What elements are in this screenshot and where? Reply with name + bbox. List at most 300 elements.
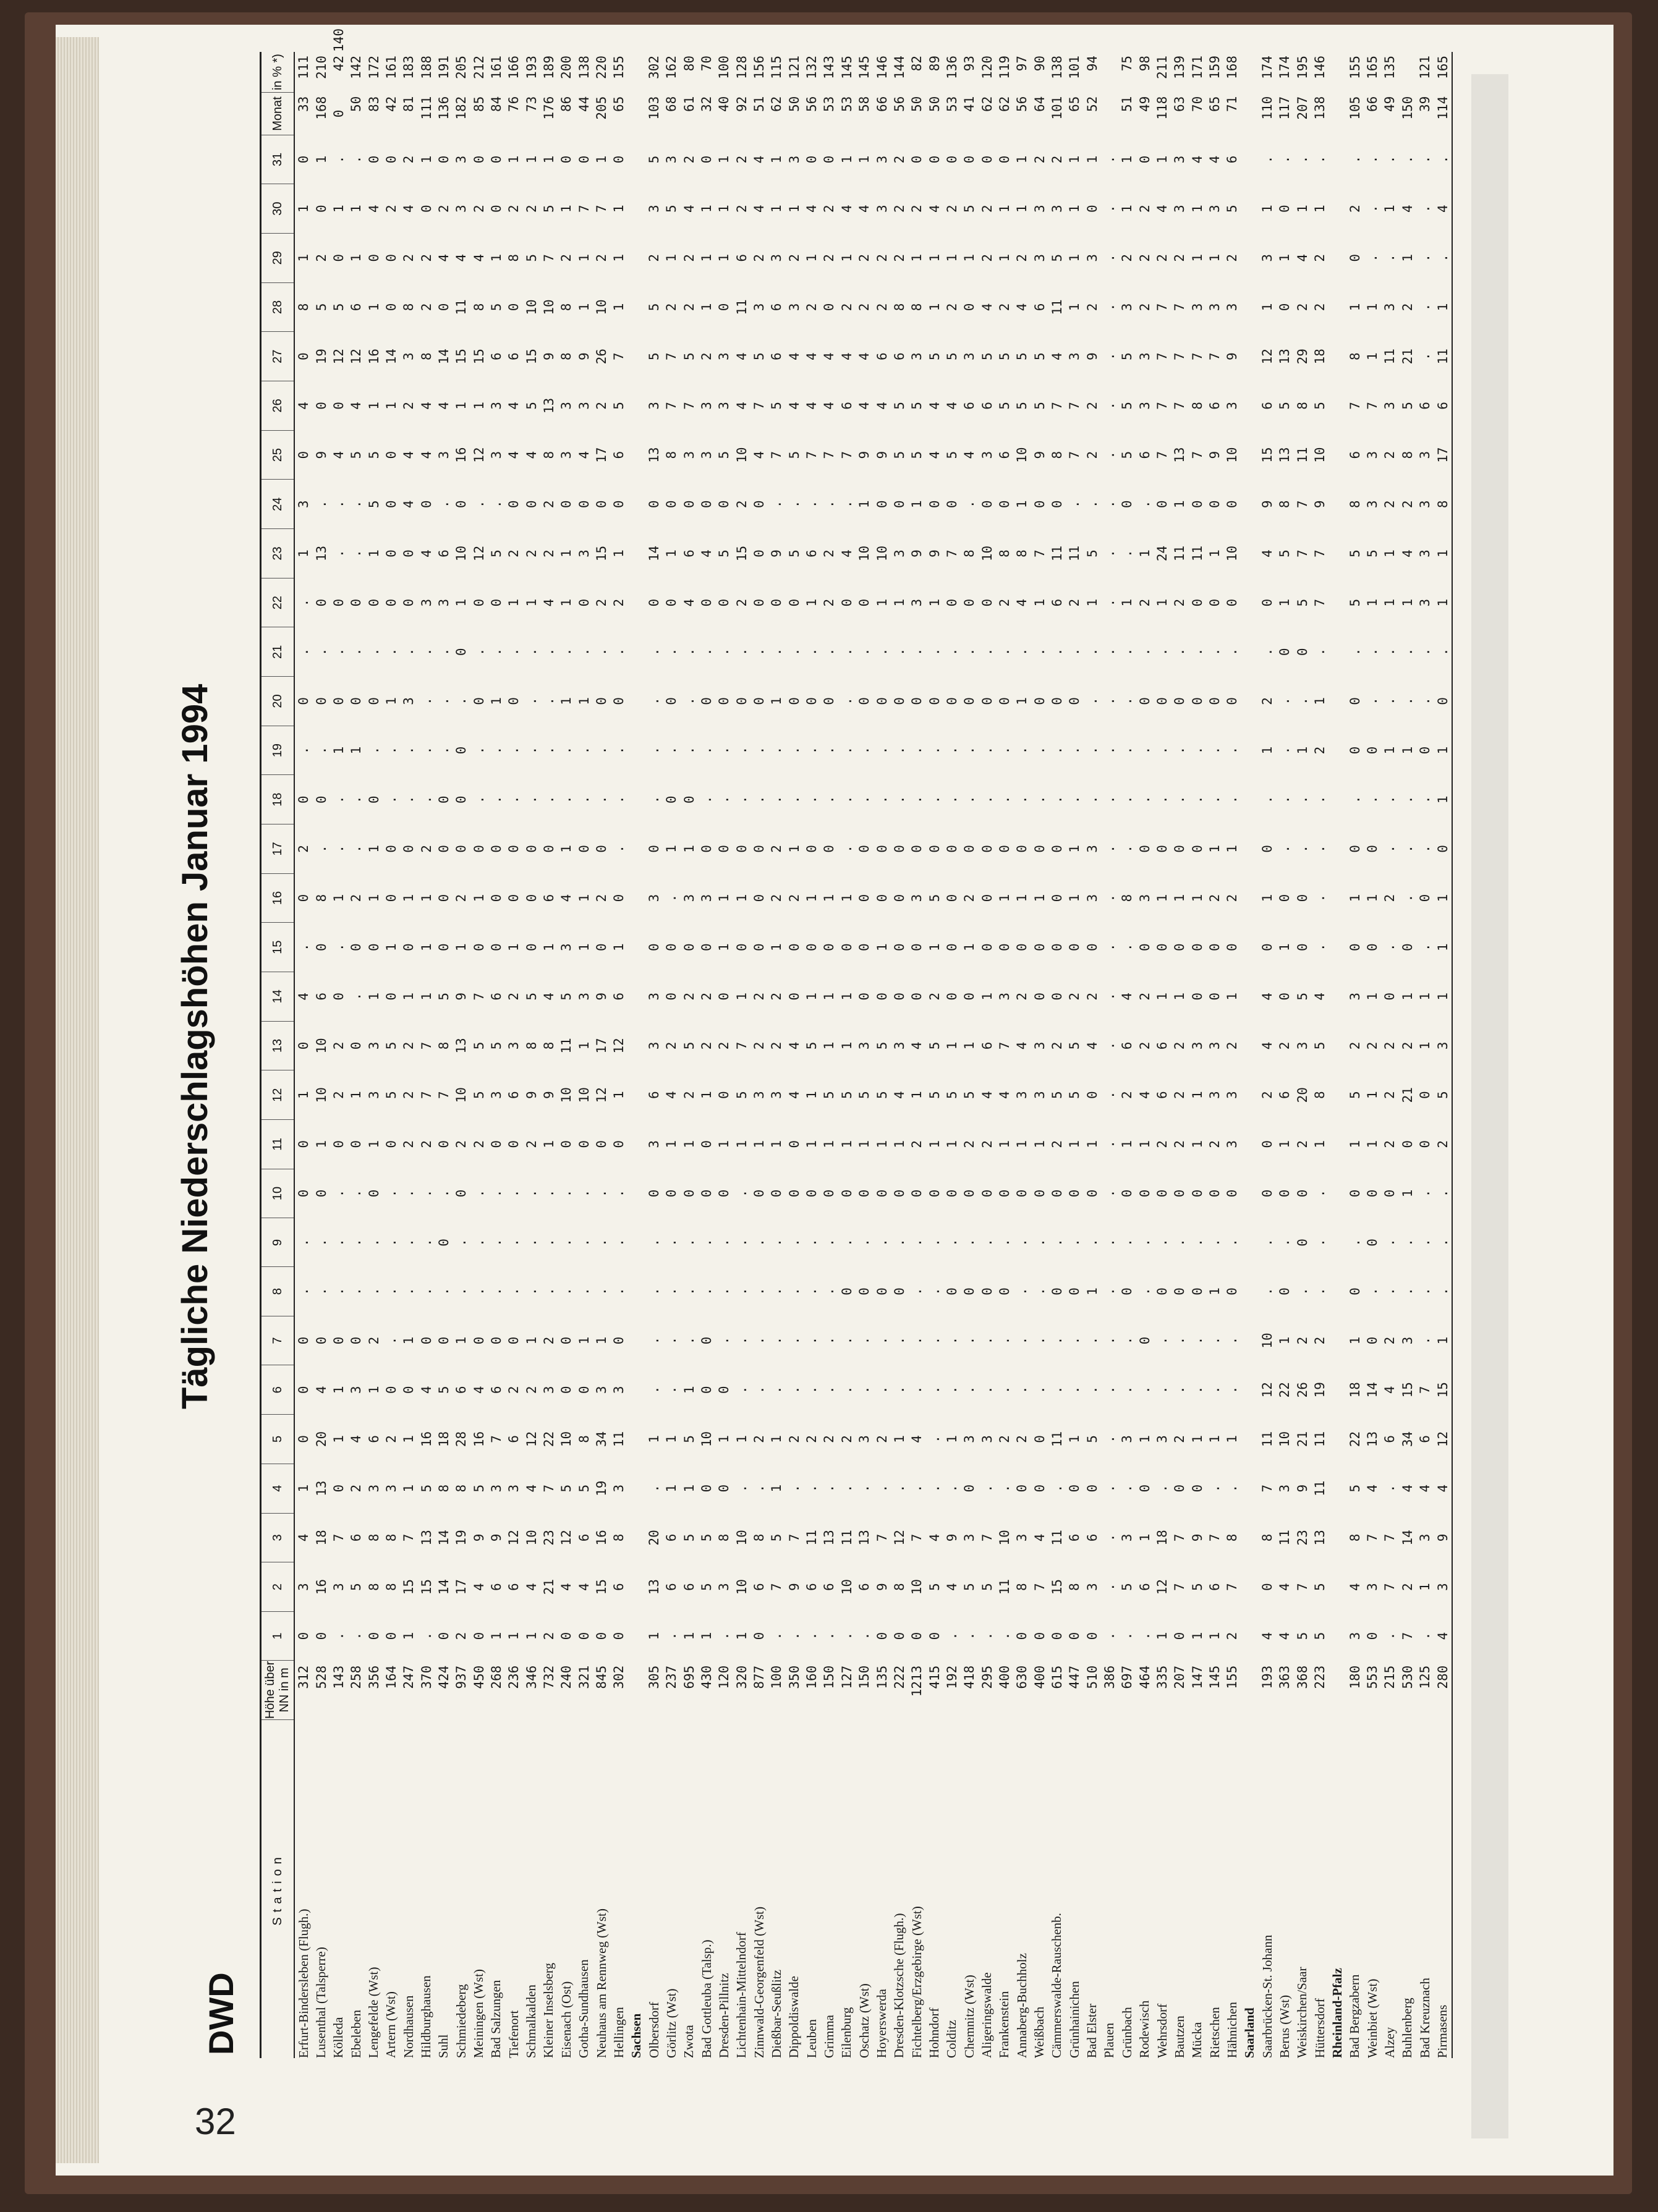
month-percent: 97 bbox=[1014, 55, 1030, 72]
table-row bbox=[1048, 25, 1066, 2058]
daily-value: 4 bbox=[541, 598, 556, 607]
month-percent: 161 bbox=[488, 55, 504, 79]
daily-value: . bbox=[1189, 648, 1205, 656]
station-name: Lichtenhain-Mittelndorf bbox=[734, 1931, 749, 2058]
daily-value: 6 bbox=[611, 1583, 627, 1591]
daily-value: 0 bbox=[1067, 1189, 1082, 1198]
daily-value: 1 bbox=[927, 943, 942, 951]
daily-value: . bbox=[1137, 746, 1152, 755]
daily-value: 6 bbox=[839, 402, 854, 410]
daily-value: 1 bbox=[1067, 303, 1082, 311]
daily-value: 1 bbox=[1120, 155, 1135, 164]
daily-value: 7 bbox=[1189, 451, 1205, 459]
daily-value: 2 bbox=[1084, 402, 1100, 410]
daily-value: 8 bbox=[436, 1484, 451, 1493]
station-name: Grünhainichen bbox=[1066, 1981, 1082, 2058]
daily-value: 2 bbox=[804, 303, 820, 311]
daily-value: 3 bbox=[1172, 205, 1188, 213]
daily-value: 13 bbox=[857, 1530, 872, 1546]
daily-value: 5 bbox=[944, 451, 959, 459]
daily-value: 4 bbox=[1277, 1632, 1293, 1640]
column-header-day: 30 bbox=[261, 184, 295, 234]
daily-value: 0 bbox=[716, 1386, 732, 1394]
daily-value: 1 bbox=[1137, 1533, 1152, 1542]
month-percent: 120 bbox=[979, 55, 995, 79]
daily-value: 0 bbox=[962, 303, 977, 311]
daily-value: . bbox=[1172, 746, 1188, 755]
daily-value: 0 bbox=[454, 746, 469, 755]
daily-value: . bbox=[734, 1336, 749, 1345]
daily-value: 8 bbox=[1434, 480, 1452, 529]
daily-value: 6 bbox=[822, 1583, 837, 1591]
daily-value: 2 bbox=[1382, 500, 1398, 509]
table-row bbox=[312, 25, 329, 2058]
daily-value: 12 bbox=[506, 1530, 522, 1546]
daily-value: 0 bbox=[1207, 598, 1223, 607]
column-header-day: 17 bbox=[261, 824, 295, 874]
daily-value: 1 bbox=[681, 1386, 697, 1394]
daily-value: 4 bbox=[576, 451, 592, 459]
daily-value: 6 bbox=[752, 1583, 767, 1591]
daily-value: 2 bbox=[296, 845, 312, 853]
daily-value: 2 bbox=[752, 253, 767, 262]
daily-value: 7 bbox=[611, 352, 627, 361]
daily-value: . bbox=[1382, 253, 1398, 262]
daily-value: 5 bbox=[366, 500, 381, 509]
daily-value: 5 bbox=[436, 1386, 451, 1394]
daily-value: 0 bbox=[997, 500, 1012, 509]
daily-value: . bbox=[769, 500, 784, 509]
station-height: 450 bbox=[471, 1665, 487, 1689]
daily-value: 14 bbox=[1365, 1382, 1380, 1398]
station-height: 240 bbox=[559, 1665, 574, 1689]
daily-value: 3 bbox=[699, 451, 715, 459]
month-total: 84 bbox=[488, 96, 504, 112]
daily-value: 1 bbox=[1434, 775, 1452, 824]
daily-value: 0 bbox=[1049, 1287, 1065, 1295]
rotated-table-page bbox=[173, 25, 1450, 2064]
month-percent bbox=[1399, 52, 1416, 93]
daily-value: . bbox=[769, 746, 784, 755]
daily-value: 2 bbox=[822, 1435, 837, 1443]
daily-value: . bbox=[997, 1336, 1012, 1345]
daily-value: 0 bbox=[559, 1336, 574, 1345]
daily-value: 0 bbox=[699, 1386, 715, 1394]
table-row bbox=[996, 25, 1013, 2058]
daily-value: 3 bbox=[401, 352, 417, 361]
daily-value: 0 bbox=[1032, 1435, 1047, 1443]
table-row bbox=[1189, 25, 1206, 2058]
daily-value: . bbox=[1312, 894, 1328, 902]
daily-value: 11 bbox=[454, 299, 469, 315]
daily-value: . bbox=[1120, 1386, 1135, 1394]
daily-value: 2 bbox=[331, 1041, 346, 1050]
daily-value: 7 bbox=[839, 451, 854, 459]
daily-value: 0 bbox=[383, 500, 399, 509]
daily-value: 3 bbox=[1189, 1041, 1205, 1050]
daily-value: 1 bbox=[1365, 1140, 1380, 1148]
daily-value: . bbox=[401, 1189, 417, 1198]
daily-value: 4 bbox=[1295, 253, 1310, 262]
daily-value: 6 bbox=[1084, 1533, 1100, 1542]
daily-value: . bbox=[1032, 1287, 1047, 1295]
station-height: 363 bbox=[1277, 1665, 1293, 1689]
daily-value: 0 bbox=[611, 697, 627, 705]
daily-value: 1 bbox=[1207, 1632, 1223, 1640]
daily-value: 1 bbox=[1277, 598, 1293, 607]
daily-value: 1 bbox=[1382, 549, 1398, 557]
daily-value: . bbox=[822, 746, 837, 755]
daily-value: . bbox=[576, 795, 592, 804]
daily-value: 1 bbox=[541, 155, 556, 164]
daily-value: 0 bbox=[506, 894, 522, 902]
daily-value: . bbox=[349, 845, 364, 853]
daily-value: 18 bbox=[1312, 349, 1328, 365]
station-height: 335 bbox=[1155, 1665, 1170, 1689]
daily-value: 12 bbox=[471, 447, 487, 463]
daily-value: 12 bbox=[891, 1530, 907, 1546]
daily-value: . bbox=[401, 1239, 417, 1247]
daily-value: 1 bbox=[716, 894, 732, 902]
daily-value: 4 bbox=[1155, 205, 1170, 213]
daily-value: . bbox=[401, 1287, 417, 1295]
daily-value: . bbox=[506, 1287, 522, 1295]
daily-value: 13 bbox=[313, 1480, 329, 1496]
daily-value: 8 bbox=[454, 1484, 469, 1493]
daily-value: . bbox=[1312, 1287, 1328, 1295]
daily-value: . bbox=[559, 1189, 574, 1198]
daily-value: 5 bbox=[647, 303, 662, 311]
daily-value: 0 bbox=[716, 598, 732, 607]
daily-value: 3 bbox=[506, 1041, 522, 1050]
daily-value: 1 bbox=[699, 1632, 715, 1640]
daily-value: 0 bbox=[1207, 943, 1223, 951]
daily-value: 0 bbox=[734, 943, 749, 951]
daily-value: 5 bbox=[1032, 352, 1047, 361]
daily-value: 0 bbox=[734, 697, 749, 705]
daily-value bbox=[628, 578, 645, 627]
daily-value: 0 bbox=[419, 500, 434, 509]
daily-value: 5 bbox=[383, 1091, 399, 1100]
daily-value: 2 bbox=[1225, 1632, 1240, 1640]
daily-value: 5 bbox=[1120, 1583, 1135, 1591]
month-total: 64 bbox=[1032, 96, 1047, 112]
daily-value: 1 bbox=[559, 549, 574, 557]
month-total: 138 bbox=[1312, 96, 1328, 120]
daily-value: 0 bbox=[1049, 992, 1065, 1001]
daily-value: 0 bbox=[383, 1140, 399, 1148]
daily-value: 0 bbox=[979, 894, 995, 902]
daily-value bbox=[628, 282, 645, 332]
station-height bbox=[628, 1661, 645, 1719]
daily-value: . bbox=[647, 697, 662, 705]
daily-value: . bbox=[366, 1287, 381, 1295]
daily-value: 3 bbox=[1225, 1140, 1240, 1148]
column-header-day: 7 bbox=[261, 1316, 295, 1365]
daily-value: . bbox=[891, 1336, 907, 1345]
daily-value: . bbox=[383, 1239, 399, 1247]
daily-value: 7 bbox=[541, 253, 556, 262]
daily-value: . bbox=[681, 746, 697, 755]
daily-value: 0 bbox=[349, 598, 364, 607]
daily-value: 1 bbox=[1365, 992, 1380, 1001]
daily-value: 0 bbox=[1067, 1287, 1082, 1295]
daily-value: 1 bbox=[822, 1041, 837, 1050]
daily-value: 0 bbox=[857, 992, 872, 1001]
daily-value bbox=[628, 430, 645, 480]
daily-value: 0 bbox=[611, 155, 627, 164]
daily-value: 0 bbox=[997, 697, 1012, 705]
column-header-day: 26 bbox=[261, 381, 295, 431]
daily-value: 0 bbox=[1365, 1189, 1380, 1198]
month-total: 68 bbox=[664, 96, 679, 112]
station-name: Hellingen bbox=[611, 2007, 626, 2058]
daily-value: 3 bbox=[1207, 303, 1223, 311]
daily-value: 1 bbox=[471, 894, 487, 902]
daily-value: 3 bbox=[1067, 352, 1082, 361]
month-total: 182 bbox=[454, 96, 469, 120]
daily-value: . bbox=[331, 1287, 346, 1295]
daily-value: 0 bbox=[1084, 1632, 1100, 1640]
daily-value: 5 bbox=[804, 1041, 820, 1050]
station-name: Schmalkalden bbox=[524, 1985, 539, 2058]
daily-value: . bbox=[997, 746, 1012, 755]
column-header-station: Station bbox=[261, 1719, 295, 2058]
page-number: 32 bbox=[195, 2101, 236, 2142]
daily-value: 1 bbox=[664, 549, 679, 557]
daily-value: 0 bbox=[506, 1336, 522, 1345]
daily-value: 1 bbox=[769, 1484, 784, 1493]
daily-value: 3 bbox=[541, 1386, 556, 1394]
daily-value: . bbox=[1067, 1239, 1082, 1247]
daily-value: 0 bbox=[1365, 1632, 1380, 1640]
daily-value: 1 bbox=[874, 943, 890, 951]
daily-value: . bbox=[419, 746, 434, 755]
station-height: 150 bbox=[822, 1665, 837, 1689]
daily-value: 0 bbox=[1032, 500, 1047, 509]
daily-value: 10 bbox=[857, 545, 872, 562]
daily-value: 3 bbox=[366, 1091, 381, 1100]
daily-value: 0 bbox=[1189, 1287, 1205, 1295]
daily-value: 1 bbox=[769, 1435, 784, 1443]
daily-value: 0 bbox=[506, 845, 522, 853]
daily-value: 1 bbox=[1120, 1140, 1135, 1148]
daily-value: 7 bbox=[804, 451, 820, 459]
station-name: Görlitz (Wst) bbox=[663, 1988, 679, 2058]
month-total: 101 bbox=[1049, 96, 1065, 120]
daily-value: 1 bbox=[1277, 1140, 1293, 1148]
column-header-month: Monat bbox=[261, 93, 295, 135]
daily-value: 1 bbox=[1382, 205, 1398, 213]
daily-value: 4 bbox=[979, 303, 995, 311]
daily-value: 2 bbox=[594, 894, 610, 902]
daily-value: 1 bbox=[1434, 972, 1452, 1021]
daily-value: 2 bbox=[874, 253, 890, 262]
daily-value: 2 bbox=[401, 155, 417, 164]
daily-value: 2 bbox=[734, 598, 749, 607]
daily-value: 1 bbox=[804, 598, 820, 607]
daily-value: 0 bbox=[1295, 1239, 1310, 1247]
daily-value: 1 bbox=[927, 253, 942, 262]
daily-value: . bbox=[786, 746, 802, 755]
daily-value: . bbox=[524, 795, 539, 804]
daily-value: 3 bbox=[349, 1386, 364, 1394]
daily-value: 8 bbox=[1067, 1583, 1082, 1591]
daily-value: 0 bbox=[769, 1189, 784, 1198]
daily-value: 3 bbox=[383, 1484, 399, 1493]
month-total: 41 bbox=[962, 96, 977, 112]
daily-value: 2 bbox=[997, 303, 1012, 311]
daily-value: . bbox=[541, 648, 556, 656]
daily-value: 0 bbox=[962, 992, 977, 1001]
daily-value: . bbox=[1155, 648, 1170, 656]
daily-value: 3 bbox=[488, 402, 504, 410]
daily-value: 1 bbox=[524, 1336, 539, 1345]
daily-value: . bbox=[804, 1386, 820, 1394]
daily-value: . bbox=[1225, 1239, 1240, 1247]
daily-value: 1 bbox=[786, 205, 802, 213]
daily-value: . bbox=[822, 1632, 837, 1640]
daily-value: . bbox=[681, 1239, 697, 1247]
daily-value: 7 bbox=[997, 1041, 1012, 1050]
station-name: Weiskirchen/Saar bbox=[1295, 1967, 1310, 2058]
table-row bbox=[698, 25, 715, 2058]
daily-value: 5 bbox=[822, 1091, 837, 1100]
daily-value: 0 bbox=[296, 155, 312, 164]
daily-value: 3 bbox=[1120, 1435, 1135, 1443]
daily-value: 0 bbox=[664, 697, 679, 705]
daily-value: 0 bbox=[716, 1091, 732, 1100]
daily-value: 2 bbox=[699, 992, 715, 1001]
daily-value: 0 bbox=[349, 1041, 364, 1050]
daily-value: 0 bbox=[1225, 1287, 1240, 1295]
daily-value: 6 bbox=[681, 549, 697, 557]
daily-value: . bbox=[541, 697, 556, 705]
daily-value: . bbox=[331, 155, 346, 164]
daily-value: 1 bbox=[366, 549, 381, 557]
daily-value: 0 bbox=[891, 943, 907, 951]
daily-value: . bbox=[927, 1435, 942, 1443]
daily-value: 0 bbox=[1347, 253, 1363, 262]
daily-value: 8 bbox=[576, 1435, 592, 1443]
daily-value: 2 bbox=[1295, 303, 1310, 311]
daily-value: 1 bbox=[664, 1484, 679, 1493]
daily-value: 2 bbox=[383, 205, 399, 213]
daily-value: 0 bbox=[962, 1189, 977, 1198]
daily-value: 9 bbox=[1084, 352, 1100, 361]
daily-value: 0 bbox=[1434, 824, 1452, 874]
daily-value: . bbox=[1365, 253, 1380, 262]
daily-value bbox=[628, 873, 645, 923]
daily-value: 1 bbox=[769, 155, 784, 164]
daily-value bbox=[1241, 529, 1259, 578]
daily-value: 0 bbox=[681, 1189, 697, 1198]
daily-value: 0 bbox=[699, 155, 715, 164]
daily-value: . bbox=[979, 1336, 995, 1345]
daily-value: . bbox=[436, 1189, 451, 1198]
daily-value: . bbox=[401, 746, 417, 755]
daily-value: 3 bbox=[419, 598, 434, 607]
daily-value: 0 bbox=[1032, 1632, 1047, 1640]
daily-value: 2 bbox=[786, 894, 802, 902]
daily-value: 0 bbox=[944, 1189, 959, 1198]
daily-value: . bbox=[1418, 303, 1433, 311]
daily-value: 2 bbox=[664, 1041, 679, 1050]
station-name: Leuben bbox=[804, 2019, 819, 2058]
daily-value: . bbox=[664, 746, 679, 755]
daily-value: . bbox=[436, 648, 451, 656]
daily-value: 0 bbox=[769, 598, 784, 607]
daily-value: 7 bbox=[1032, 1583, 1047, 1591]
daily-value: 22 bbox=[1277, 1382, 1293, 1398]
daily-value: . bbox=[804, 1632, 820, 1640]
daily-value: 16 bbox=[594, 1530, 610, 1546]
daily-value: 3 bbox=[576, 992, 592, 1001]
daily-value bbox=[1241, 627, 1259, 677]
daily-value bbox=[1241, 1513, 1259, 1562]
daily-value: 0 bbox=[1049, 894, 1065, 902]
daily-value: 5 bbox=[1312, 1041, 1328, 1050]
daily-value: 6 bbox=[997, 451, 1012, 459]
daily-value: 0 bbox=[979, 598, 995, 607]
daily-value: . bbox=[822, 1484, 837, 1493]
daily-value: . bbox=[1120, 1484, 1135, 1493]
daily-value: 1 bbox=[664, 845, 679, 853]
daily-value: 10 bbox=[1260, 1333, 1275, 1349]
daily-value: 0 bbox=[874, 1189, 890, 1198]
daily-value: 1 bbox=[366, 1140, 381, 1148]
daily-value: . bbox=[664, 1239, 679, 1247]
daily-value: 7 bbox=[1312, 549, 1328, 557]
daily-value: 4 bbox=[1084, 1041, 1100, 1050]
daily-value: 5 bbox=[1277, 549, 1293, 557]
daily-value: 0 bbox=[1189, 1484, 1205, 1493]
daily-value: 3 bbox=[1365, 451, 1380, 459]
daily-value: . bbox=[1102, 1041, 1117, 1050]
daily-value: 2 bbox=[769, 1041, 784, 1050]
daily-value: 3 bbox=[1347, 1632, 1363, 1640]
daily-value: 1 bbox=[1155, 992, 1170, 1001]
table-row bbox=[733, 25, 750, 2058]
month-percent: 146 bbox=[1312, 55, 1328, 79]
table-row bbox=[1223, 25, 1241, 2058]
daily-value: . bbox=[1382, 1484, 1398, 1493]
month-total: 114 bbox=[1434, 93, 1452, 135]
daily-value: . bbox=[1418, 845, 1433, 853]
daily-value: 3 bbox=[962, 1435, 977, 1443]
daily-value: 1 bbox=[1382, 598, 1398, 607]
daily-value: 1 bbox=[296, 1484, 312, 1493]
table-row bbox=[978, 25, 995, 2058]
daily-value: 0 bbox=[979, 500, 995, 509]
daily-value: 3 bbox=[488, 1091, 504, 1100]
daily-value: . bbox=[1382, 943, 1398, 951]
daily-value: 10 bbox=[734, 1578, 749, 1595]
daily-value: 6 bbox=[488, 992, 504, 1001]
daily-value: . bbox=[944, 795, 959, 804]
month-percent: 165 bbox=[1434, 52, 1452, 93]
daily-value: 8 bbox=[419, 352, 434, 361]
daily-value: 5 bbox=[699, 1533, 715, 1542]
daily-value: . bbox=[734, 648, 749, 656]
daily-value: 5 bbox=[909, 451, 925, 459]
daily-value: 5 bbox=[471, 1091, 487, 1100]
daily-value: 1 bbox=[997, 205, 1012, 213]
daily-value: 2 bbox=[1137, 992, 1152, 1001]
daily-value: . bbox=[1312, 795, 1328, 804]
daily-value: . bbox=[1102, 943, 1117, 951]
station-name: Hildburghausen bbox=[419, 1975, 434, 2058]
